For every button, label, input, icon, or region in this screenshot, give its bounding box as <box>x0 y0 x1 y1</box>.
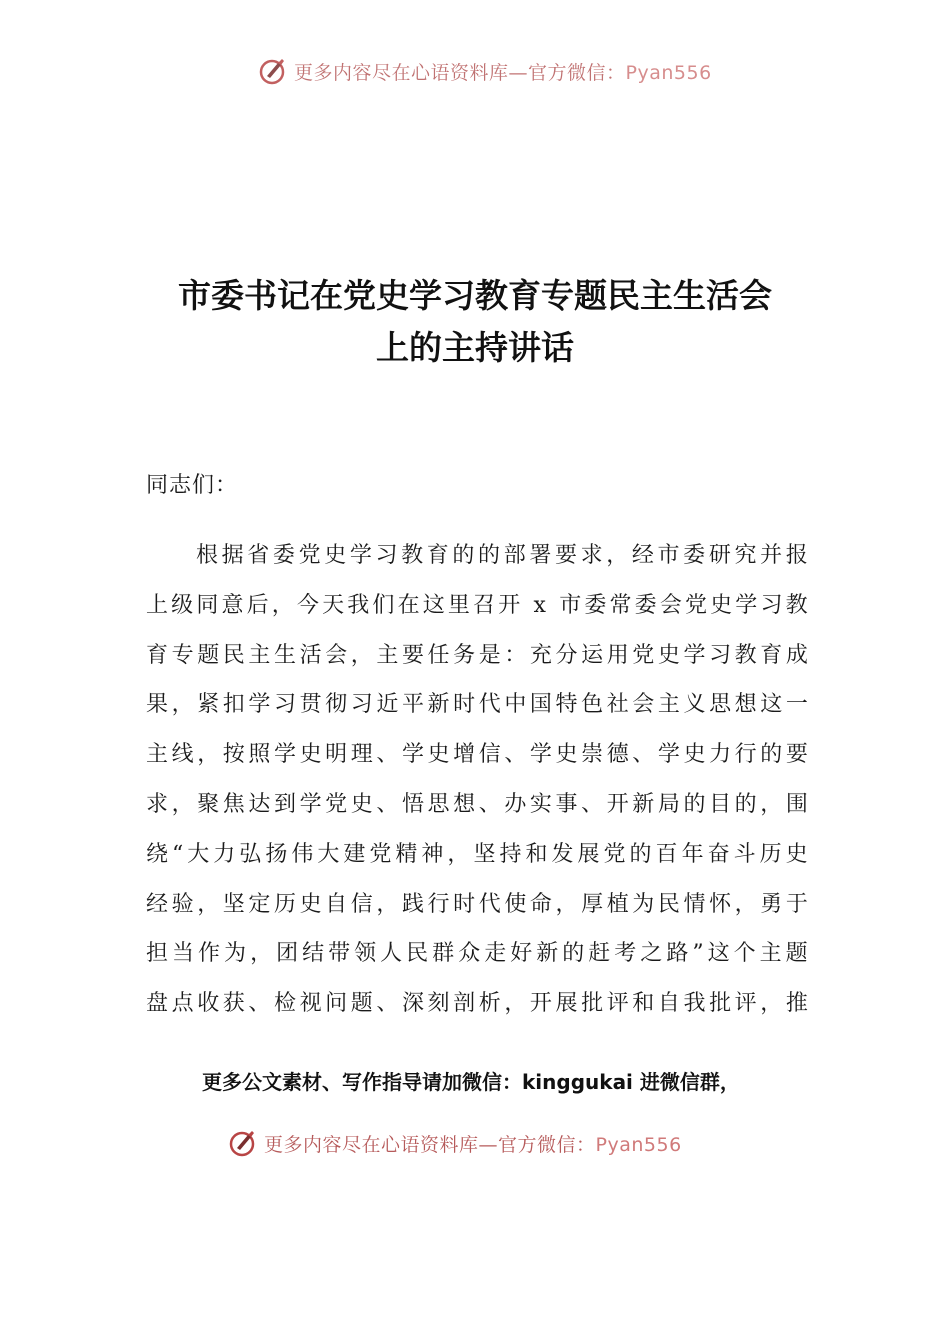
body-paragraph <box>146 531 808 1029</box>
watermark-top <box>258 56 712 86</box>
body-line: 根 据 省 委 党 史 学 习 教 育 的 的 部 署 要 求 ， 经 市 委 研 究 并 报 <box>196 543 808 568</box>
watermark-bottom <box>228 1128 682 1158</box>
brand-logo-icon <box>258 56 288 86</box>
watermark-wechat-id: Pyan556 <box>595 1133 682 1156</box>
document-title-line-1: 市委书记在党史学习教育专题民主生活会 <box>178 276 772 315</box>
body-line: 绕 “ 大 力 弘 扬 伟 大 建 党 精 神 ， 坚 持 和 发 展 党 的 百 年 奋 斗 历 史 <box>146 841 808 867</box>
document-title-line-2: 上的主持讲话 <box>376 328 574 367</box>
salutation: 同志们： <box>146 473 239 498</box>
watermark-brand: 更多内容尽在心语资料库—官方微信： <box>264 1133 596 1156</box>
body-line: 主 线 ， 按 照 学 史 明 理 、 学 史 增 信 、 学 史 崇 德 、 学 史 力 行 的 要 <box>146 742 808 768</box>
watermark-text <box>294 58 712 85</box>
body-line: 经 验 ， 坚 定 历 史 自 信 ， 践 行 时 代 使 命 ， 厚 植 为 民 情 怀 ， 勇 于 <box>146 891 808 917</box>
watermark-text <box>264 1130 682 1157</box>
watermark-wechat-id: Pyan556 <box>625 61 712 84</box>
body-line: 果 ， 紧 扣 学 习 贯 彻 习 近 平 新 时 代 中 国 特 色 社 会 主 义 思 想 这 一 <box>146 692 808 718</box>
body-line: 上 级 同 意 后 ， 今 天 我 们 在 这 里 召 开 x 市 委 常 委 会 党 史 学 习 教 <box>146 592 808 618</box>
body-line: 育 专 题 民 主 生 活 会 ， 主 要 任 务 是 ： 充 分 运 用 党 史 学 习 教 育 成 <box>146 642 808 668</box>
body-line: 担 当 作 为 ， 团 结 带 领 人 民 群 众 走 好 新 的 赶 考 之 路 ” 这 个 主 题 <box>146 941 808 967</box>
footer-note: 更多公文素材、写作指导请加微信：kinggukai 进微信群， <box>202 1070 740 1094</box>
brand-logo-icon <box>228 1128 258 1158</box>
body-line: 盘 点 收 获 、 检 视 问 题 、 深 刻 剖 析 ， 开 展 批 评 和 自 我 批 评 ， 推 <box>146 991 808 1017</box>
body-line: 求 ， 聚 焦 达 到 学 党 史 、 悟 思 想 、 办 实 事 、 开 新 局 的 目 的 ， 围 <box>146 791 808 817</box>
watermark-brand: 更多内容尽在心语资料库—官方微信： <box>294 61 626 84</box>
